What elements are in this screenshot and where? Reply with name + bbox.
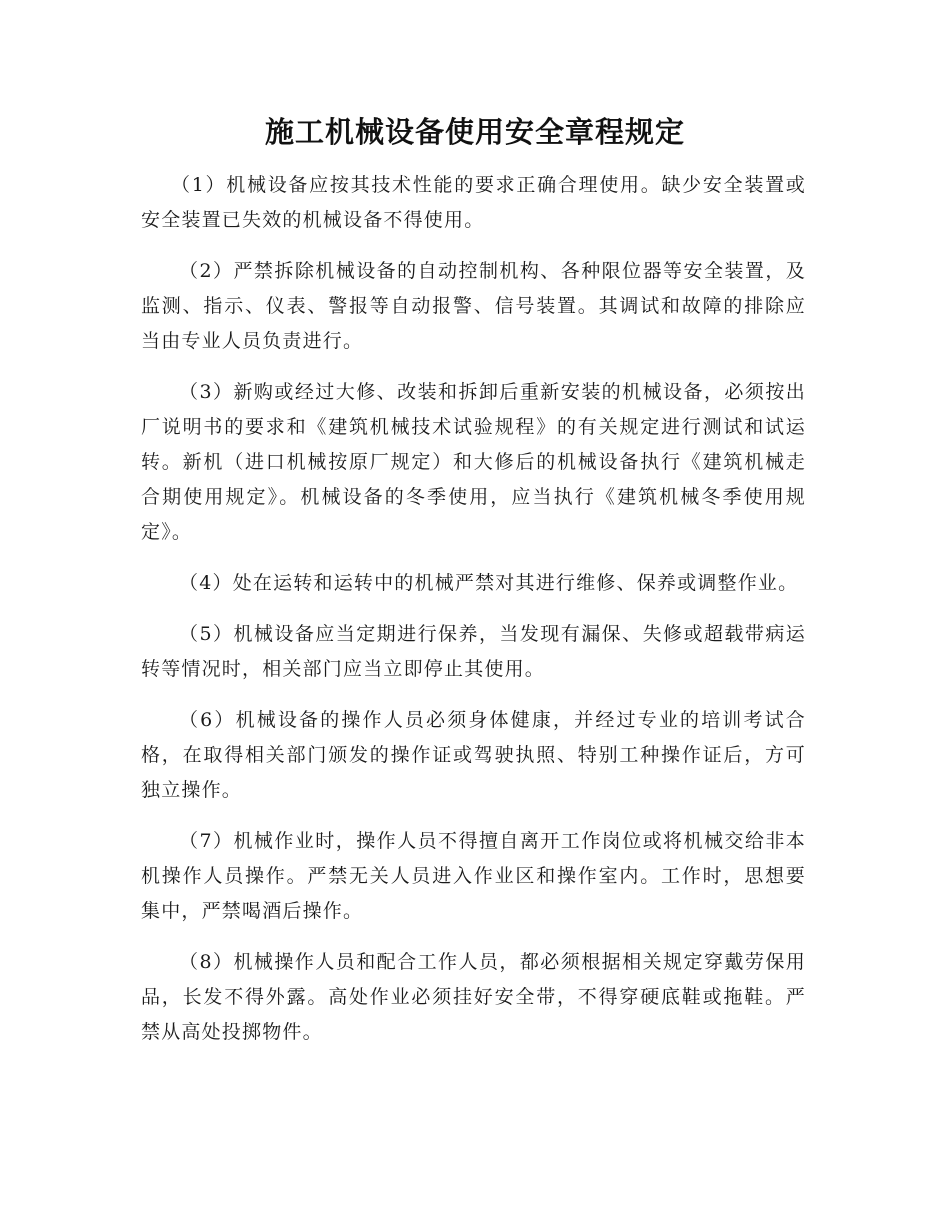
paragraph-1: （1）机械设备应按其技术性能的要求正确合理使用。缺少安全装置或安全装置已失效的机械设备不得使用。 <box>141 174 806 231</box>
paragraph-3: （3）新购或经过大修、改装和拆卸后重新安装的机械设备，必须按出厂说明书的要求和《建筑机械技术试验规程》的有关规定进行测试和试运转。新机（进口机械按原厂规定）和大修后的机械设备执行《建筑机械走合期使用规定》。机械设备的冬季使用，应当执行《建筑机械冬季使用规定》。 <box>141 381 806 543</box>
document-body <box>141 168 806 1066</box>
paragraph-5: （5）机械设备应当定期进行保养，当发现有漏保、失修或超载带病运转等情况时，相关部门应当立即停止其使用。 <box>141 623 806 680</box>
paragraph-7: （7）机械作业时，操作人员不得擅自离开工作岗位或将机械交给非本机操作人员操作。严禁无关人员进入作业区和操作室内。工作时，思想要集中，严禁喝酒后操作。 <box>141 830 806 922</box>
paragraph-2: （2）严禁拆除机械设备的自动控制机构、各种限位器等安全装置，及监测、指示、仪表、警报等自动报警、信号装置。其调试和故障的排除应当由专业人员负责进行。 <box>141 260 806 352</box>
paragraph-4: （4）处在运转和运转中的机械严禁对其进行维修、保养或调整作业。 <box>179 572 799 594</box>
document-title: 施工机械设备使用安全章程规定 <box>264 115 685 149</box>
paragraph-6: （6）机械设备的操作人员必须身体健康，并经过专业的培训考试合格，在取得相关部门颁发的操作证或驾驶执照、特别工种操作证后，方可独立操作。 <box>141 709 806 801</box>
paragraph-8: （8）机械操作人员和配合工作人员，都必须根据相关规定穿戴劳保用品，长发不得外露。高处作业必须挂好安全带，不得穿硬底鞋或拖鞋。严禁从高处投掷物件。 <box>141 951 806 1043</box>
